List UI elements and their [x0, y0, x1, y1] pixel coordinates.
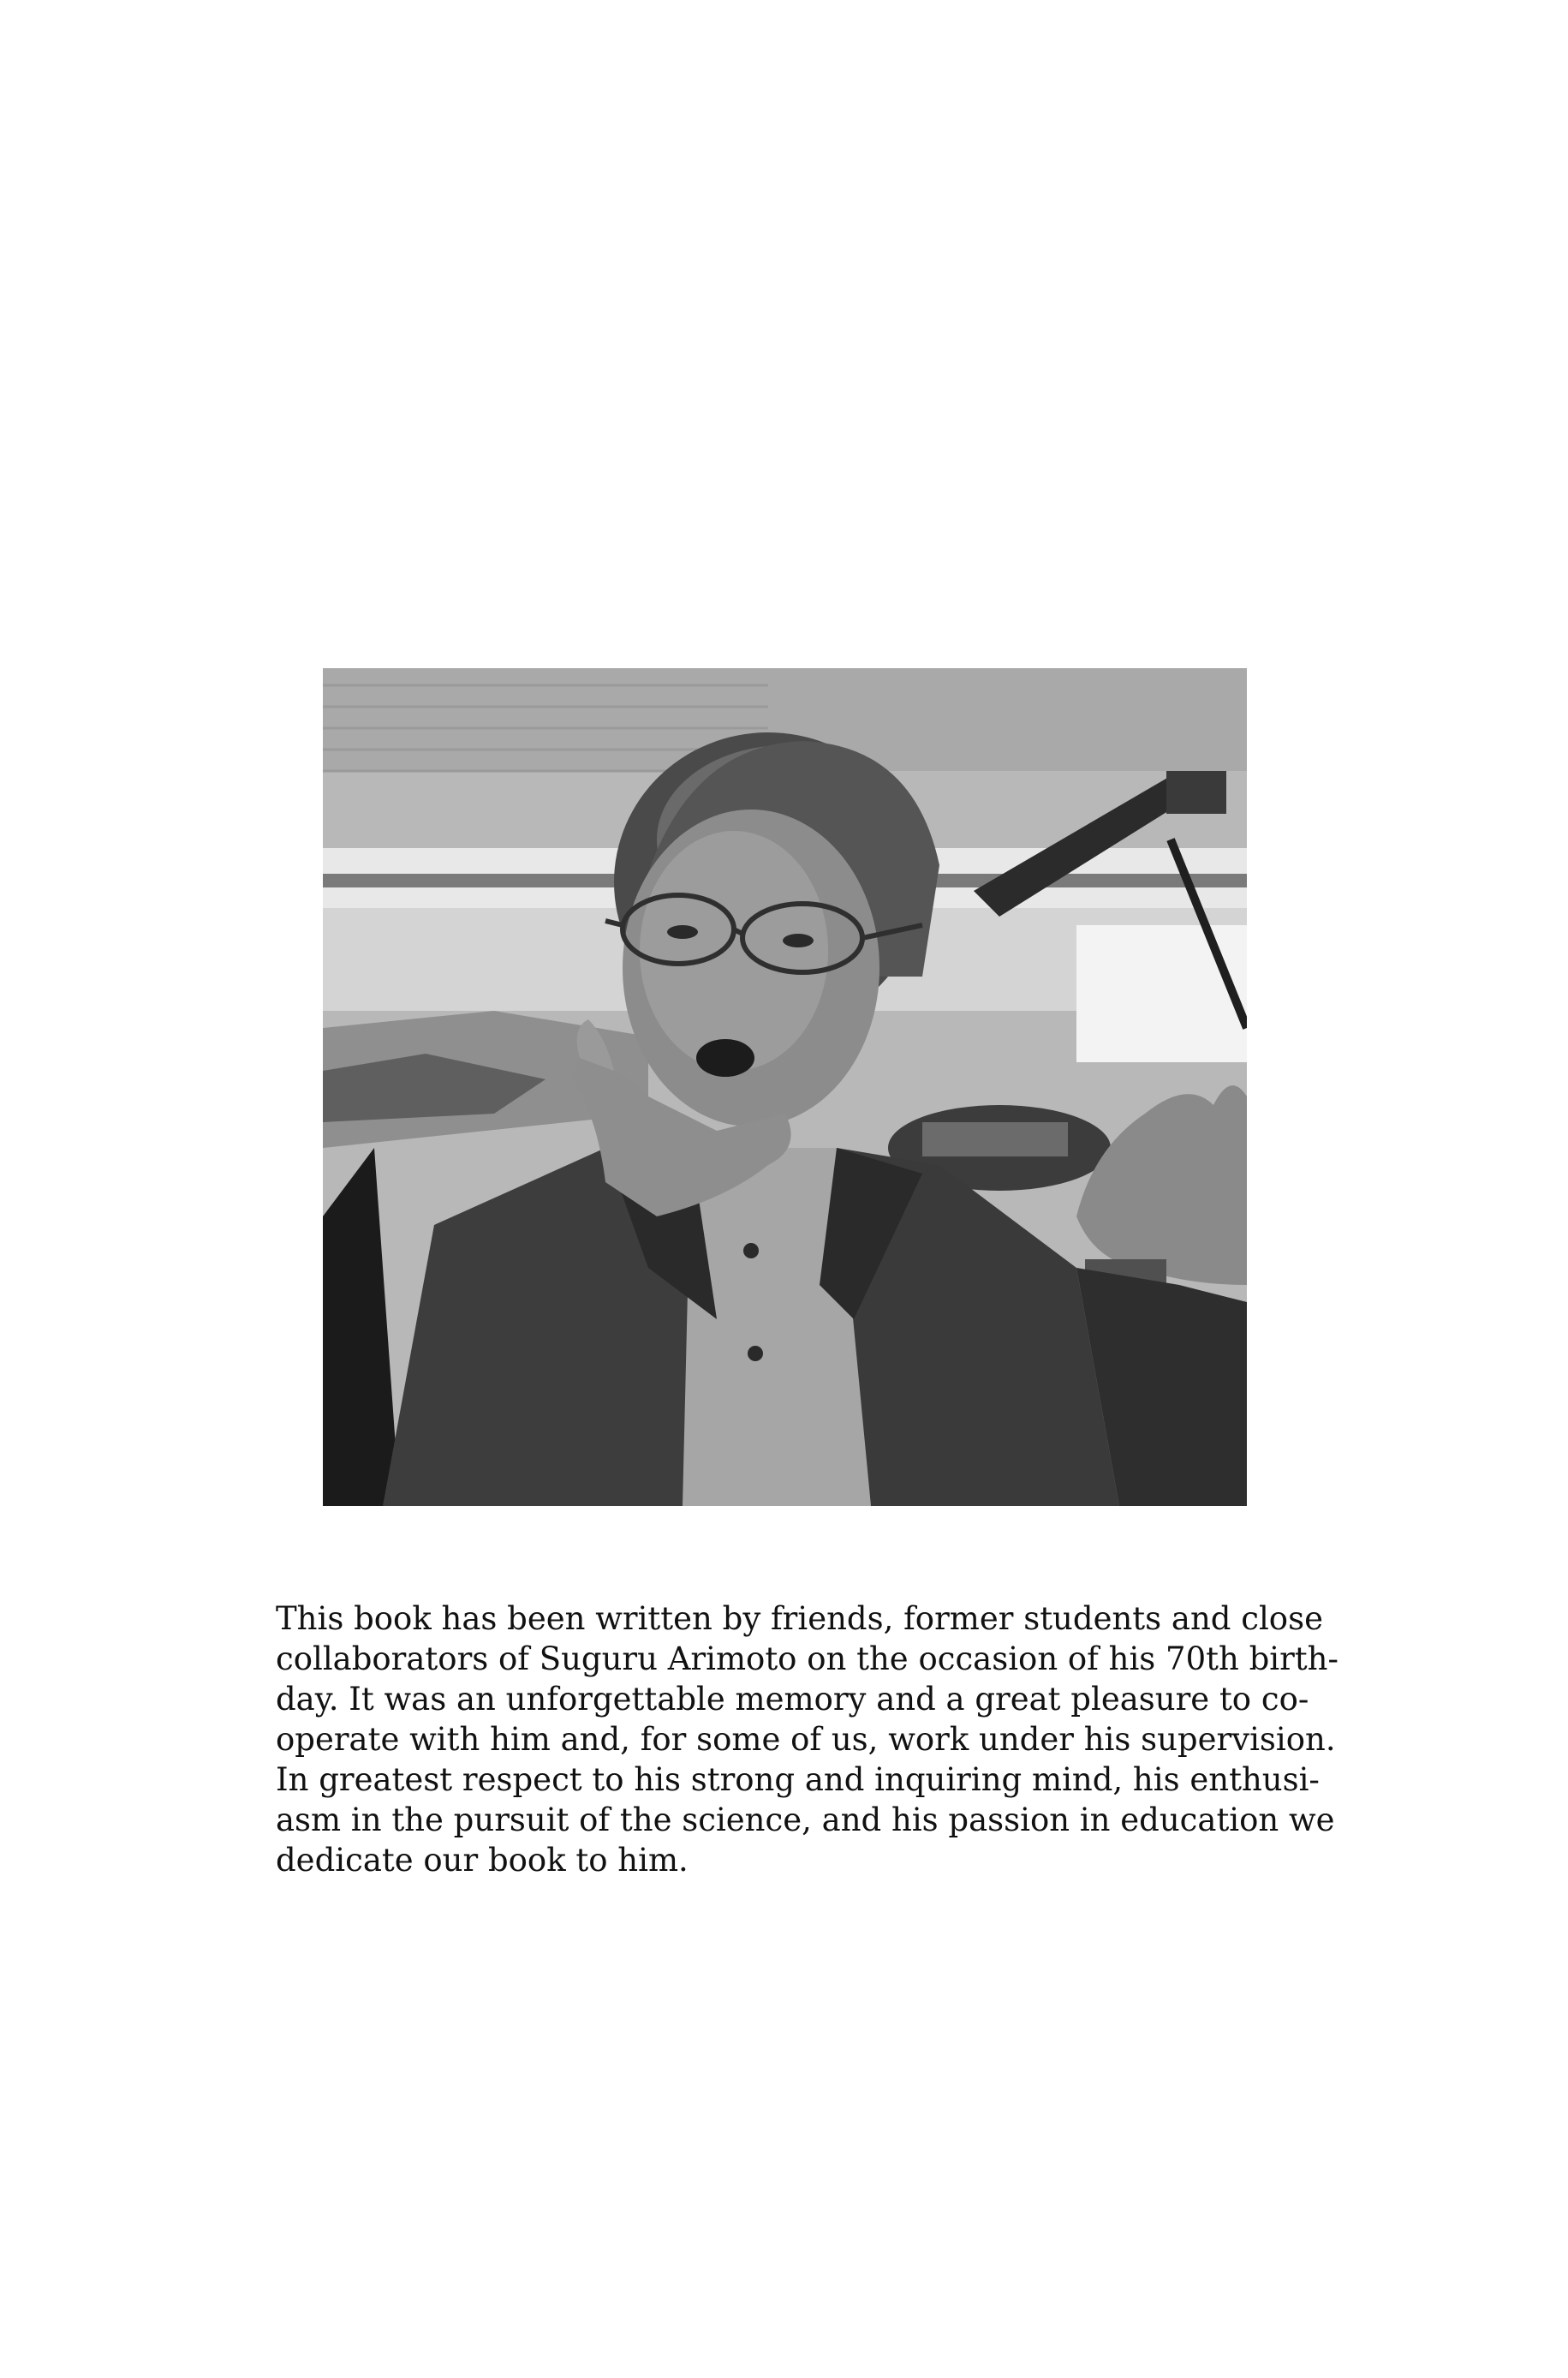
dedication-line-7: dedicate our book to him. — [276, 1842, 689, 1879]
dedication-line-1: This book has been written by friends, former students and close — [276, 1600, 1323, 1637]
dedication-line-3: day. It was an unforgettable memory and a great pleasure to co- — [276, 1681, 1309, 1718]
portrait-photo — [323, 668, 1247, 1506]
dedication-line-5: In greatest respect to his strong and inquiring mind, his enthusi- — [276, 1761, 1320, 1798]
dedication-line-4: operate with him and, for some of us, work under his supervision. — [276, 1721, 1336, 1758]
portrait-illustration — [323, 668, 1247, 1506]
dedication-line-6: asm in the pursuit of the science, and his passion in education we — [276, 1801, 1335, 1838]
dedication-line-2: collaborators of Suguru Arimoto on the occasion of his 70th birth- — [276, 1640, 1338, 1677]
dedication-paragraph — [276, 1598, 1338, 1924]
